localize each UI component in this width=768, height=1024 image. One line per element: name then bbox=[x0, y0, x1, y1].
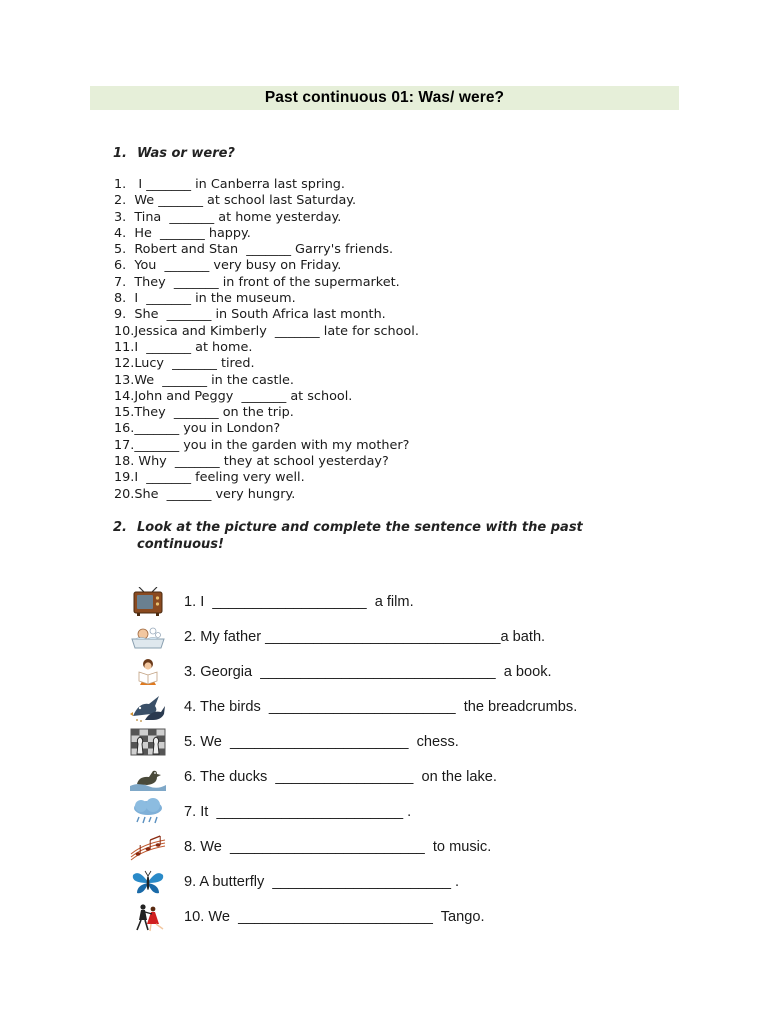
duck-icon bbox=[128, 762, 168, 792]
rain-cloud-icon bbox=[128, 797, 168, 827]
tango-dancers-icon bbox=[128, 902, 168, 932]
picture-exercise-row bbox=[128, 584, 668, 619]
birds-icon bbox=[128, 692, 168, 722]
exercise-item: 5. Robert and Stan _______ Garry's friends. bbox=[114, 242, 394, 258]
exercise-item: 2. We _______ at school last Saturday. bbox=[114, 193, 357, 209]
section1-number: 1. bbox=[113, 146, 127, 161]
bath-icon bbox=[128, 622, 168, 652]
section1-heading-text: Was or were? bbox=[137, 146, 235, 161]
exercise-item: 6. You _______ very busy on Friday. bbox=[114, 258, 342, 274]
exercise-item: 20.She _______ very hungry. bbox=[114, 486, 296, 502]
section1-heading bbox=[113, 145, 637, 162]
exercise-item: 10.Jessica and Kimberly _______ late for school. bbox=[114, 323, 419, 339]
picture-exercise-row bbox=[128, 900, 668, 935]
section1-list bbox=[114, 177, 614, 503]
picture-exercise-row bbox=[128, 724, 668, 759]
section2-list bbox=[128, 584, 668, 935]
picture-exercise-text: 1. I ___________________ a film. bbox=[184, 593, 414, 610]
exercise-item: 9. She _______ in South Africa last month. bbox=[114, 307, 386, 323]
picture-exercise-row bbox=[128, 830, 668, 865]
exercise-item: 8. I _______ in the museum. bbox=[114, 291, 296, 307]
title-band bbox=[90, 86, 679, 110]
page-title: Past continuous 01: Was/ were? bbox=[264, 89, 505, 106]
picture-exercise-text: 9. A butterfly ______________________ . bbox=[184, 874, 460, 891]
butterfly-icon bbox=[128, 867, 168, 897]
music-notes-icon bbox=[128, 832, 168, 862]
exercise-item: 16._______ you in London? bbox=[114, 421, 281, 437]
exercise-item: 1. I _______ in Canberra last spring. bbox=[114, 177, 345, 192]
chess-icon bbox=[128, 727, 168, 757]
picture-exercise-text: 7. It _______________________ . bbox=[184, 804, 412, 821]
picture-exercise-text: 6. The ducks _________________ on the lake. bbox=[184, 769, 497, 786]
exercise-item: 15.They _______ on the trip. bbox=[114, 405, 294, 421]
picture-exercise-text: 4. The birds _______________________ the breadcrumbs. bbox=[184, 698, 578, 715]
picture-exercise-text: 3. Georgia _____________________________ a book. bbox=[184, 663, 552, 680]
exercise-item: 18. Why _______ they at school yesterday? bbox=[114, 454, 389, 470]
picture-exercise-row bbox=[128, 654, 668, 689]
exercise-item: 11.I _______ at home. bbox=[114, 339, 253, 355]
exercise-item: 12.Lucy _______ tired. bbox=[114, 356, 255, 372]
picture-exercise-row bbox=[128, 619, 668, 654]
picture-exercise-row bbox=[128, 865, 668, 900]
exercise-item: 3. Tina _______ at home yesterday. bbox=[114, 209, 342, 225]
tv-icon bbox=[128, 587, 168, 617]
exercise-item: 4. He _______ happy. bbox=[114, 225, 251, 241]
exercise-item: 19.I _______ feeling very well. bbox=[114, 470, 305, 486]
picture-exercise-row bbox=[128, 689, 668, 724]
picture-exercise-row bbox=[128, 759, 668, 794]
section2-heading-text: Look at the picture and complete the sentence with the past continuous! bbox=[137, 520, 583, 552]
exercise-item: 7. They _______ in front of the supermarket. bbox=[114, 274, 400, 290]
picture-exercise-text: 10. We ________________________ Tango. bbox=[184, 909, 485, 926]
picture-exercise-row bbox=[128, 795, 668, 830]
section2-number: 2. bbox=[113, 520, 127, 535]
picture-exercise-text: 2. My father _____________________________a bath. bbox=[184, 628, 546, 645]
exercise-item: 14.John and Peggy _______ at school. bbox=[114, 388, 353, 404]
exercise-item: 17._______ you in the garden with my mother? bbox=[114, 437, 410, 453]
picture-exercise-text: 5. We ______________________ chess. bbox=[184, 733, 459, 750]
section2-heading bbox=[113, 519, 643, 553]
exercise-item: 13.We _______ in the castle. bbox=[114, 372, 294, 388]
picture-exercise-text: 8. We ________________________ to music. bbox=[184, 839, 492, 856]
reading-girl-icon bbox=[128, 657, 168, 687]
